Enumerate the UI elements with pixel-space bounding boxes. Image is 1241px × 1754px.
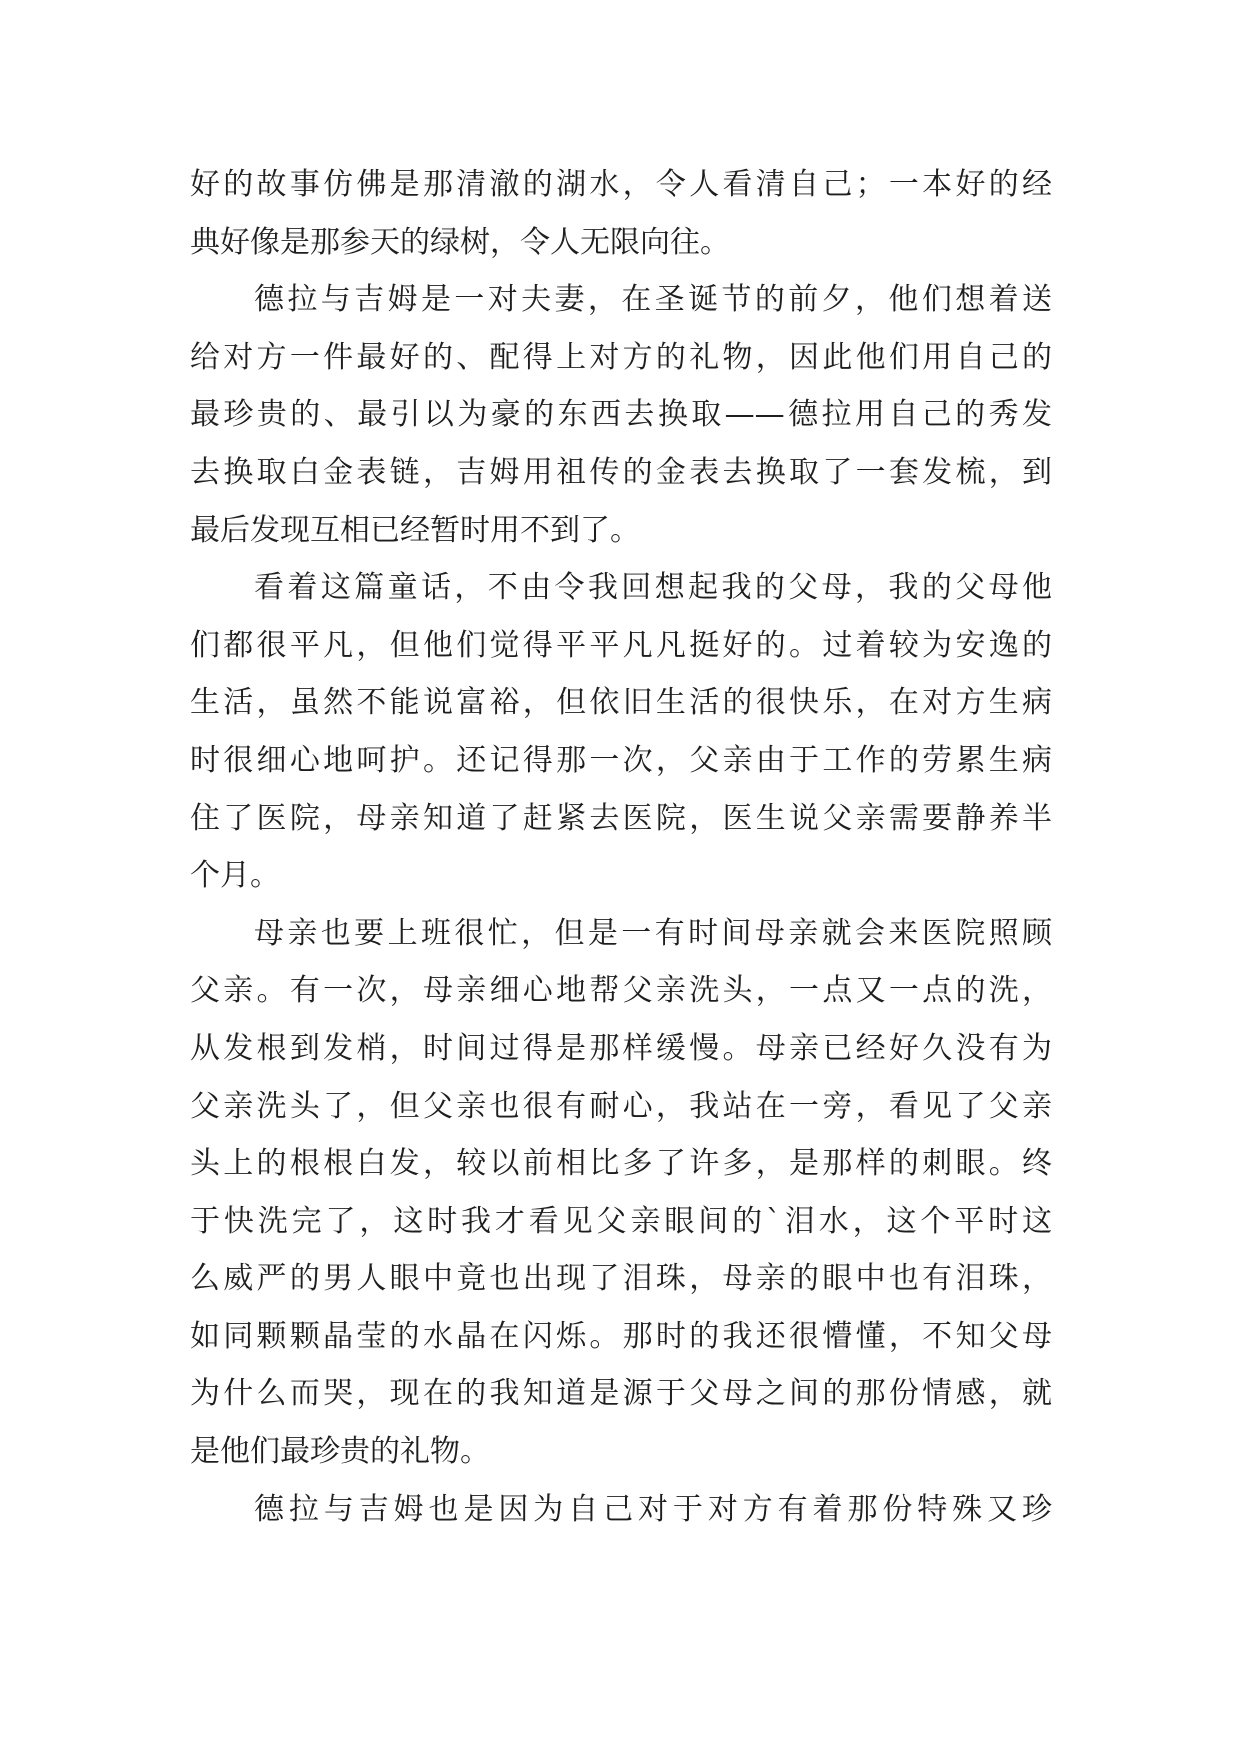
- text-line: 是他们最珍贵的礼物。: [190, 1434, 490, 1470]
- text-line: 最珍贵的、最引以为豪的东西去换取——德拉用自己的秀发: [190, 397, 1052, 433]
- text-line: 父亲洗头了，但父亲也很有耐心，我站在一旁，看见了父亲: [190, 1088, 1052, 1124]
- text-line: 典好像是那参天的绿树，令人无限向往。: [190, 224, 730, 260]
- text-line: 时很细心地呵护。还记得那一次，父亲由于工作的劳累生病: [190, 742, 1052, 778]
- text-line: 为什么而哭，现在的我知道是源于父母之间的那份情感，就: [190, 1376, 1052, 1412]
- text-line: 德拉与吉姆是一对夫妻，在圣诞节的前夕，他们想着送: [254, 282, 1052, 318]
- text-line: 生活，虽然不能说富裕，但依旧生活的很快乐，在对方生病: [190, 685, 1052, 721]
- text-line: 从发根到发梢，时间过得是那样缓慢。母亲已经好久没有为: [190, 1030, 1052, 1066]
- text-line: 如同颗颗晶莹的水晶在闪烁。那时的我还很懵懂，不知父母: [190, 1318, 1052, 1354]
- text-line: 个月。: [190, 858, 280, 894]
- text-line: 去换取白金表链，吉姆用祖传的金表去换取了一套发梳，到: [190, 454, 1052, 490]
- text-line: 德拉与吉姆也是因为自己对于对方有着那份特殊又珍: [254, 1491, 1052, 1527]
- text-line: 最后发现互相已经暂时用不到了。: [190, 512, 640, 548]
- text-line: 父亲。有一次，母亲细心地帮父亲洗头，一点又一点的洗，: [190, 973, 1052, 1009]
- text-line: 们都很平凡，但他们觉得平平凡凡挺好的。过着较为安逸的: [190, 627, 1052, 663]
- document-body: [190, 156, 1052, 1538]
- text-line: 么威严的男人眼中竟也出现了泪珠，母亲的眼中也有泪珠，: [190, 1261, 1052, 1297]
- text-line: 好的故事仿佛是那清澈的湖水，令人看清自己；一本好的经: [190, 167, 1052, 202]
- text-line: 头上的根根白发，较以前相比多了许多，是那样的刺眼。终: [190, 1146, 1052, 1182]
- text-line: 看着这篇童话，不由令我回想起我的父母，我的父母他: [254, 570, 1052, 606]
- text-line: 给对方一件最好的、配得上对方的礼物，因此他们用自己的: [190, 339, 1052, 375]
- text-line: 于快洗完了，这时我才看见父亲眼间的`泪水，这个平时这: [190, 1203, 1052, 1239]
- text-line: 住了医院，母亲知道了赶紧去医院，医生说父亲需要静养半: [190, 800, 1052, 836]
- text-line: 母亲也要上班很忙，但是一有时间母亲就会来医院照顾: [254, 915, 1052, 951]
